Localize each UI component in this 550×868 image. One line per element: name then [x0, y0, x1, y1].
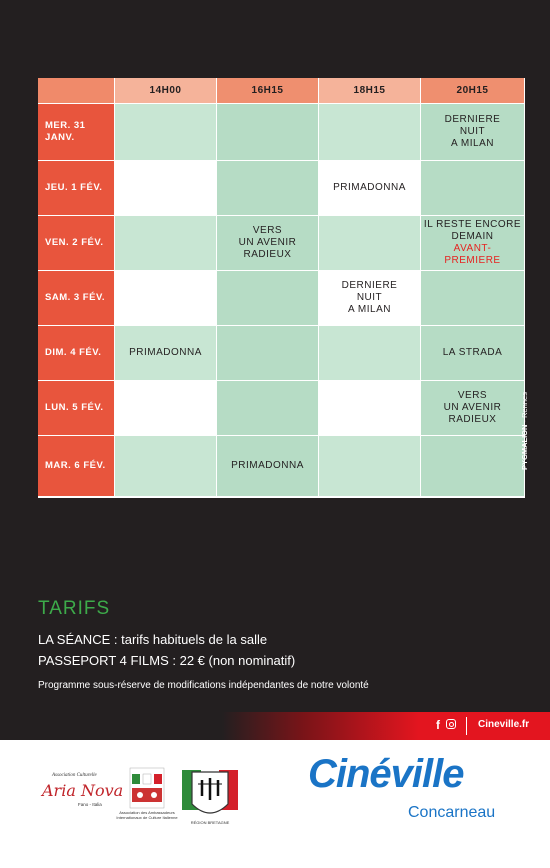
social-divider: [466, 717, 467, 735]
day-label: VEN. 2 FÉV.: [38, 216, 115, 271]
slot: [421, 216, 525, 271]
slot: [115, 161, 217, 216]
time-header: 20H15: [421, 78, 525, 104]
slot: [319, 104, 421, 161]
regional-shield-logo: [180, 766, 240, 828]
credit-city: - Rennes: [520, 392, 529, 425]
slot: [421, 271, 525, 326]
tarif-passeport: PASSEPORT 4 FILMS : 22 € (non nominatif): [38, 653, 296, 668]
slot: [115, 271, 217, 326]
slot: [421, 161, 525, 216]
slot: [319, 436, 421, 497]
arianova-small: Association Culturelle: [52, 773, 97, 778]
website-link[interactable]: Cineville.fr: [478, 719, 530, 730]
facebook-icon[interactable]: f: [436, 718, 440, 732]
slot: PRIMADONNA: [115, 326, 217, 381]
time-header: 16H15: [217, 78, 319, 104]
slot: [115, 436, 217, 497]
schedule-grid: [38, 78, 525, 498]
slot: [217, 381, 319, 436]
arianova-logo: [38, 766, 124, 814]
slot: [217, 271, 319, 326]
grid-corner: [38, 78, 115, 104]
shield-caption: RÉGION BRETAGNE: [190, 820, 230, 825]
design-credit: [520, 392, 529, 470]
slot: LA STRADA: [421, 326, 525, 381]
slot: [115, 381, 217, 436]
slot: [217, 104, 319, 161]
arianova-city: Fano - Italia: [78, 802, 102, 807]
day-label: LUN. 5 FÉV.: [38, 381, 115, 436]
slot: [115, 104, 217, 161]
tarifs-title: TARIFS: [38, 598, 111, 619]
slot: [217, 161, 319, 216]
day-label: JEU. 1 FÉV.: [38, 161, 115, 216]
time-header: 18H15: [319, 78, 421, 104]
slot: PRIMADONNA: [217, 436, 319, 497]
day-label: MAR. 6 FÉV.: [38, 436, 115, 497]
slot: DERNIERE NUIT A MILAN: [421, 104, 525, 161]
disclaimer-note: Programme sous-réserve de modifications indépendantes de notre volonté: [38, 680, 369, 691]
slot: PRIMADONNA: [319, 161, 421, 216]
association-text: Association des Ambassadeurs Internationaux de Culture Italienne: [116, 810, 178, 820]
slot: [421, 436, 525, 497]
tarif-seance-text: : tarifs habituels de la salle: [110, 632, 268, 647]
avant-premiere-label: AVANT- PREMIERE: [444, 243, 501, 266]
slot: [319, 216, 421, 271]
instagram-icon[interactable]: [446, 719, 456, 729]
slot: VERS UN AVENIR RADIEUX: [421, 381, 525, 436]
credit-name: PYGMALION: [520, 424, 529, 470]
day-label: MER. 31 JANV.: [38, 104, 115, 161]
day-label: DIM. 4 FÉV.: [38, 326, 115, 381]
arianova-script: Aria Nova: [42, 781, 124, 800]
slot: [115, 216, 217, 271]
slot: [319, 326, 421, 381]
time-header: 14H00: [115, 78, 217, 104]
cineville-logo: Cinéville: [308, 752, 464, 796]
slot: [217, 326, 319, 381]
slot: VERS UN AVENIR RADIEUX: [217, 216, 319, 271]
film-title: IL RESTE ENCORE DEMAIN: [423, 219, 522, 242]
tarif-seance-label: LA SÉANCE: [38, 632, 111, 647]
slot: DERNIERE NUIT A MILAN: [319, 271, 421, 326]
slot: [319, 381, 421, 436]
tarif-seance: [38, 632, 267, 647]
cinema-city: Concarneau: [408, 804, 496, 821]
day-label: SAM. 3 FÉV.: [38, 271, 115, 326]
